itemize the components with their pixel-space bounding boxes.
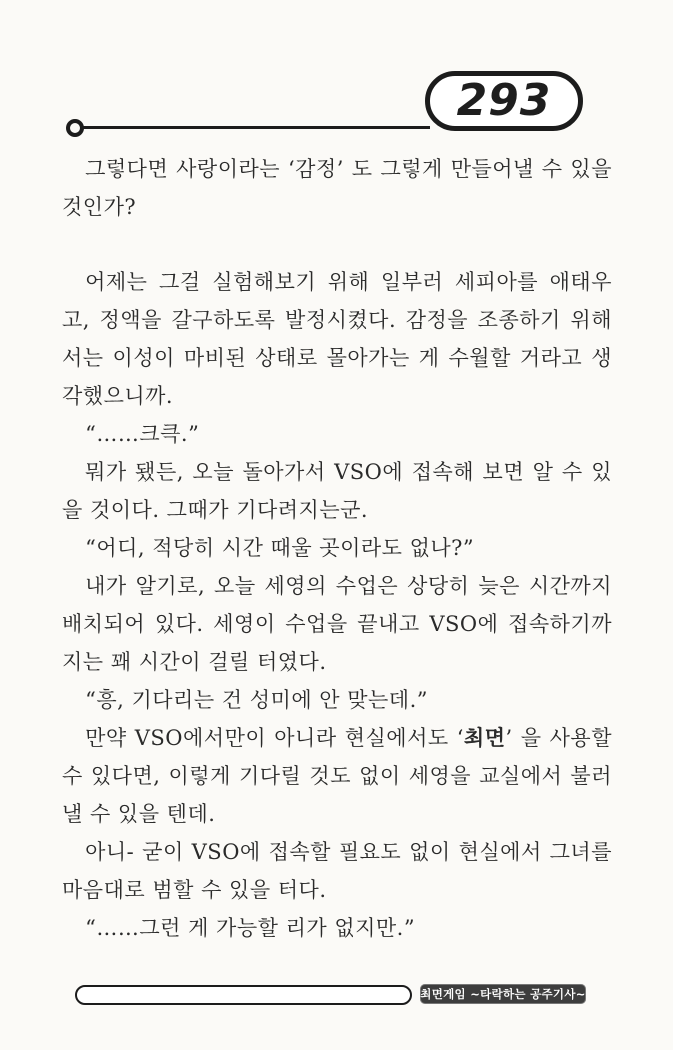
paragraph-text: 만약 VSO에서만이 아니라 현실에서도 ‘ xyxy=(85,726,464,750)
paragraph xyxy=(62,909,612,947)
paragraph xyxy=(62,453,612,529)
paragraph-text: “……크큭.” xyxy=(85,422,200,446)
paragraph xyxy=(62,415,612,453)
paragraph-text: 내가 알기로, 오늘 세영의 수업은 상당히 늦은 시간까지 배치되어 있다. 세영이 수업을 끝내고 VSO에 접속하기까지는 꽤 시간이 걸릴 터였다. xyxy=(62,574,612,674)
body-text xyxy=(62,150,612,947)
paragraph xyxy=(62,567,612,681)
paragraph-text: 아니- 굳이 VSO에 접속할 필요도 없이 현실에서 그녀를 마음대로 범할 수 있을 터다. xyxy=(62,840,612,902)
page-number: 293 xyxy=(456,74,552,126)
header-rule xyxy=(82,126,430,129)
paragraph-text: 그렇다면 사랑이라는 ‘감정’ 도 그렇게 만들어낼 수 있을 것인가? xyxy=(62,157,612,219)
paragraph xyxy=(62,150,612,226)
paragraph-text: “흥, 기다리는 건 성미에 안 맞는데.” xyxy=(85,688,429,712)
footer-decorative-pill xyxy=(75,985,412,1005)
paragraph xyxy=(62,263,612,415)
paragraph xyxy=(62,529,612,567)
paragraph-text: 뭐가 됐든, 오늘 돌아가서 VSO에 접속해 보면 알 수 있을 것이다. 그때가 기다려지는군. xyxy=(62,460,612,522)
page-number-badge xyxy=(425,71,583,131)
paragraph xyxy=(62,681,612,719)
paragraph xyxy=(62,833,612,909)
series-title-label: 최면게임 ~타락하는 공주기사~ xyxy=(420,987,586,1001)
paragraph-text: “……그런 게 가능할 리가 없지만.” xyxy=(85,916,416,940)
paragraph xyxy=(62,719,612,833)
emphasized-text: 최면 xyxy=(463,725,506,750)
paragraph-text: ’ 을 사용할 수 있다면, 이렇게 기다릴 것도 없이 세영을 교실에서 불러낼 수 있을 텐데. xyxy=(62,726,613,826)
series-title-badge xyxy=(420,984,586,1004)
paragraph-text: “어디, 적당히 시간 때울 곳이라도 없나?” xyxy=(85,536,475,560)
paragraph-text: 어제는 그걸 실험해보기 위해 일부러 세피아를 애태우고, 정액을 갈구하도록 발정시켰다. 감정을 조종하기 위해서는 이성이 마비된 상태로 몰아가는 게 수월할 거라고 생각했으니까. xyxy=(62,270,612,408)
